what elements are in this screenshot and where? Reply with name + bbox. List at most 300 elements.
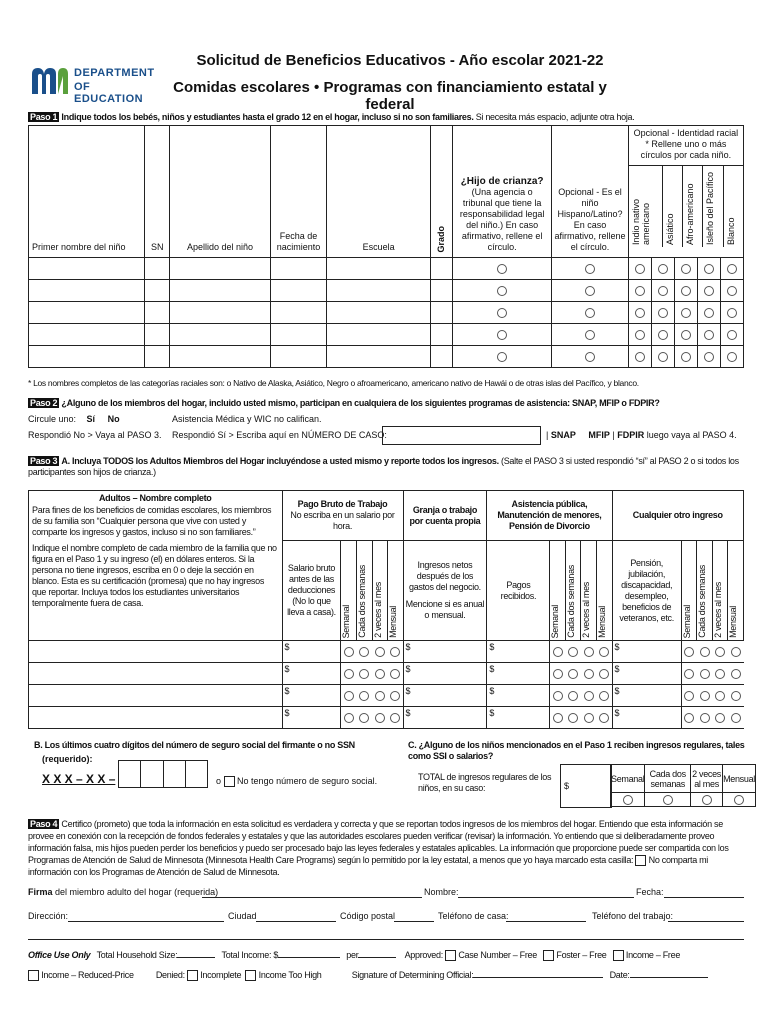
gross-freq-radio[interactable] <box>375 647 385 657</box>
race-radio[interactable] <box>635 308 645 318</box>
hispanic-radio[interactable] <box>585 264 595 274</box>
gross-sub: No escriba en un salario por hora. <box>290 510 395 531</box>
foster-radio[interactable] <box>497 308 507 318</box>
other-freq-radio[interactable] <box>715 691 725 701</box>
step3c-title: C. ¿Alguno de los niños mencionados en el Paso 1 reciben ingresos regulares, tales como SSI o salarios? <box>408 740 745 761</box>
other-freq-cell <box>681 685 697 707</box>
office-title: Office Use Only <box>28 950 91 960</box>
hispanic-radio[interactable] <box>585 330 595 340</box>
child-grade-input[interactable] <box>430 324 452 346</box>
optout-checkbox[interactable] <box>635 855 646 866</box>
child-freq-monthly-radio[interactable] <box>734 795 744 805</box>
child-row <box>29 324 744 346</box>
tel-casa-label: Teléfono de casa: <box>438 911 509 921</box>
race-title: Opcional - Identidad racial * Rellene uno o más círculos por cada niño. <box>633 128 739 160</box>
foster-cell <box>452 324 551 346</box>
gross-freq-radio[interactable] <box>344 691 354 701</box>
public-freq-cell <box>597 663 613 685</box>
race-cell <box>674 346 697 368</box>
office-date-line[interactable] <box>630 977 708 978</box>
public-freq-cell <box>550 685 566 707</box>
race-radio[interactable] <box>704 264 714 274</box>
other-freq-radio[interactable] <box>700 669 710 679</box>
race-cell <box>674 258 697 280</box>
too-high-label: Income Too High <box>258 970 322 980</box>
other-freq-cell <box>712 641 728 663</box>
step3b-title: B. Los últimos cuatro dígitos del número de seguro social del firmante o no SSN <box>34 740 355 750</box>
public-freq-radio[interactable] <box>584 647 594 657</box>
gross-amount-input[interactable] <box>282 685 341 707</box>
mfip-option[interactable]: MFIP <box>588 430 610 440</box>
col-hispanic: Opcional - Es el niño Hispano/Latino? En caso afirmativo, rellene el círculo. <box>552 126 628 258</box>
public-amount-input[interactable] <box>487 641 550 663</box>
gross-freq-radio[interactable] <box>359 647 369 657</box>
gross-freq-twice: 2 veces al mes <box>372 582 383 638</box>
public-freq-cell <box>597 707 613 729</box>
child-income-input[interactable] <box>560 764 612 808</box>
other-freq-weekly: Semanal <box>681 604 692 638</box>
signature-line[interactable] <box>202 897 422 898</box>
office-divider <box>28 939 744 940</box>
race-cell <box>651 302 674 324</box>
dollar-sign: $ <box>489 664 495 674</box>
child-school-input[interactable] <box>327 324 431 346</box>
foster-checkbox[interactable] <box>543 950 554 961</box>
other-freq-radio[interactable] <box>684 647 694 657</box>
office-income-line[interactable] <box>278 957 340 958</box>
other-amount-input[interactable] <box>612 663 681 685</box>
step4-certification: Certifico (prometo) que toda la información en esta solicitud es verdadera y correcta y que se reportan todos ingresos de los miembros del hogar. Entiendo que esta información se provee en conexión con la recepción de fondos federales y estatales y que las autoridades escolares pueden verificar (revisar) la información. Yo entiendo que si deliberadamente proveo información falsa, mis hijos pueden perder los beneficios y puedo ser procesado bajo las leyes federales y estatales aplicables. La información que proporcione puede ser compartida con los Programas de Atención de Salud de Minnesota (Minnesota Health Care Programs) según lo permitido por la ley estatal, a menos que yo haya marcado esta casilla: <box>28 819 729 865</box>
step2-note: Asistencia Médica y WIC no califican. <box>172 414 322 424</box>
race-radio[interactable] <box>658 330 668 340</box>
gross-freq-radio[interactable] <box>375 669 385 679</box>
public-amount-input[interactable] <box>487 663 550 685</box>
income-reduced-label: Income – Reduced-Price <box>41 970 134 980</box>
child-last-name-input[interactable] <box>170 324 270 346</box>
dollar-sign: $ <box>405 708 411 718</box>
other-freq-radio[interactable] <box>731 647 741 657</box>
public-freq-radio[interactable] <box>568 691 578 701</box>
col-first-name: Primer nombre del niño <box>29 126 145 258</box>
public-freq-cell <box>581 663 597 685</box>
child-grade-input[interactable] <box>430 258 452 280</box>
other-freq-radio[interactable] <box>700 647 710 657</box>
income-free-checkbox[interactable] <box>613 950 624 961</box>
dollar-sign: $ <box>489 642 495 652</box>
child-dob-input[interactable] <box>270 346 327 368</box>
child-freq-monthly: Mensual <box>723 765 756 793</box>
child-row <box>29 280 744 302</box>
public-freq-radio[interactable] <box>599 669 609 679</box>
race-cell <box>651 280 674 302</box>
case-number-checkbox[interactable] <box>445 950 456 961</box>
snap-option[interactable]: SNAP <box>550 430 576 440</box>
child-income-dollar: $ <box>564 781 570 791</box>
hispanic-radio[interactable] <box>585 308 595 318</box>
page-subtitle: Comidas escolares • Programas con financiamiento estatal y federal <box>173 79 607 113</box>
public-freq-cell <box>550 707 566 729</box>
dollar-sign: $ <box>614 708 620 718</box>
other-freq-radio[interactable] <box>731 669 741 679</box>
too-high-checkbox[interactable] <box>245 970 256 981</box>
adult-name-input[interactable] <box>29 663 283 685</box>
race-cell <box>628 302 651 324</box>
race-native: Indio nativo americano <box>630 198 651 245</box>
other-freq-cell <box>697 707 713 729</box>
race-radio[interactable] <box>658 264 668 274</box>
child-freq-weekly: Semanal <box>611 765 645 793</box>
other-freq-radio[interactable] <box>731 691 741 701</box>
gross-freq-cell <box>372 685 388 707</box>
race-radio[interactable] <box>635 352 645 362</box>
hispanic-radio[interactable] <box>585 286 595 296</box>
step3c-total: TOTAL de ingresos regulares de los niños, en su caso: <box>418 772 552 793</box>
public-freq-radio[interactable] <box>553 691 563 701</box>
dollar-sign: $ <box>614 664 620 674</box>
foster-text: (Una agencia o tribunal que tiene la responsabilidad legal del niño.) En caso afirmativo, rellene el círculo. <box>459 187 545 252</box>
child-school-input[interactable] <box>327 302 431 324</box>
public-freq-radio[interactable] <box>584 691 594 701</box>
circle-one <box>28 414 120 425</box>
race-cell <box>697 346 720 368</box>
public-freq-radio[interactable] <box>584 713 594 723</box>
office-per-line[interactable] <box>358 957 396 958</box>
foster-title: ¿Hijo de crianza? <box>460 176 544 187</box>
adult-name-input[interactable] <box>29 707 283 729</box>
child-freq-twice-radio[interactable] <box>702 795 712 805</box>
race-radio[interactable] <box>681 308 691 318</box>
race-cell <box>674 324 697 346</box>
other-amount-input[interactable] <box>612 685 681 707</box>
gross-freq-radio[interactable] <box>344 713 354 723</box>
race-radio[interactable] <box>658 286 668 296</box>
gross-freq-radio[interactable] <box>344 669 354 679</box>
col-last-name: Apellido del niño <box>170 126 270 258</box>
step2-goto: luego vaya al PASO 4. <box>646 430 737 440</box>
gross-freq-radio[interactable] <box>390 713 400 723</box>
other-freq-radio[interactable] <box>684 669 694 679</box>
child-sn-input[interactable] <box>145 280 170 302</box>
ssn-input[interactable] <box>118 760 208 788</box>
public-freq-radio[interactable] <box>568 713 578 723</box>
farm-amount-input[interactable] <box>403 707 487 729</box>
other-freq-radio[interactable] <box>715 669 725 679</box>
foster-radio[interactable] <box>497 352 507 362</box>
tel-trabajo-line[interactable] <box>668 921 744 922</box>
incomplete-label: Incomplete <box>200 970 242 980</box>
step2-question <box>28 398 748 409</box>
child-first-name-input[interactable] <box>29 324 145 346</box>
step2-si-option[interactable]: Sí <box>86 414 96 424</box>
tel-casa-line[interactable] <box>506 921 586 922</box>
dollar-sign: $ <box>489 686 495 696</box>
ssn-mask: X X X – X X – <box>42 772 116 786</box>
child-grade-input[interactable] <box>430 280 452 302</box>
gross-freq-radio[interactable] <box>390 691 400 701</box>
child-dob-input[interactable] <box>270 324 327 346</box>
gross-freq-radio[interactable] <box>390 669 400 679</box>
child-school-input[interactable] <box>327 280 431 302</box>
child-school-input[interactable] <box>327 258 431 280</box>
gross-freq-cell <box>356 685 372 707</box>
public-freq-biweekly: Cada dos semanas <box>565 565 576 638</box>
race-radio[interactable] <box>704 286 714 296</box>
farm-note: Mencione si es anual o mensual. <box>405 599 485 620</box>
col-dob: Fecha de nacimiento <box>270 126 327 258</box>
adult-name-input[interactable] <box>29 685 283 707</box>
gross-freq-radio[interactable] <box>359 669 369 679</box>
public-freq-radio[interactable] <box>599 713 609 723</box>
step2-answered-no: Respondió No > Vaya al PASO 3. <box>28 430 162 440</box>
race-radio[interactable] <box>704 352 714 362</box>
child-freq-weekly-radio[interactable] <box>623 795 633 805</box>
child-dob-input[interactable] <box>270 302 327 324</box>
child-sn-input[interactable] <box>145 324 170 346</box>
gross-freq-cell <box>356 707 372 729</box>
child-last-name-input[interactable] <box>170 346 270 368</box>
case-number-input[interactable] <box>382 426 541 445</box>
gross-freq-monthly: Mensual <box>388 606 399 638</box>
child-first-name-input[interactable] <box>29 280 145 302</box>
col-grade-label: Grado <box>436 226 447 253</box>
other-freq-radio[interactable] <box>700 713 710 723</box>
dollar-sign: $ <box>284 686 290 696</box>
other-freq-cell <box>697 663 713 685</box>
child-row <box>29 302 744 324</box>
dollar-sign: $ <box>284 708 290 718</box>
step2-no-option[interactable]: No <box>107 414 120 424</box>
public-detail: Pagos recibidos. <box>487 541 550 641</box>
child-sn-input[interactable] <box>145 302 170 324</box>
public-freq-radio[interactable] <box>553 713 563 723</box>
public-amount-input[interactable] <box>487 685 550 707</box>
race-cell <box>651 324 674 346</box>
foster-radio[interactable] <box>497 264 507 274</box>
step1-instruction-bold: Indique todos los bebés, niños y estudiantes hasta el grado 12 en el hogar, incluso si no son familiares. <box>61 112 474 122</box>
child-first-name-input[interactable] <box>29 346 145 368</box>
race-radio[interactable] <box>635 286 645 296</box>
step2-answered-si: Respondió Sí > Escriba aquí en NÚMERO DE CASO: <box>172 430 387 440</box>
race-cell <box>651 346 674 368</box>
nombre-line[interactable] <box>458 897 634 898</box>
race-cell <box>674 280 697 302</box>
child-first-name-input[interactable] <box>29 302 145 324</box>
gross-freq-radio[interactable] <box>344 647 354 657</box>
logo-line1: DEPARTMENT <box>74 67 155 79</box>
child-last-name-input[interactable] <box>170 258 270 280</box>
race-radio[interactable] <box>727 286 737 296</box>
firma-bold: Firma <box>28 887 53 897</box>
foster-cell <box>452 280 551 302</box>
race-cell <box>720 302 743 324</box>
other-freq-biweekly: Cada dos semanas <box>697 565 708 638</box>
other-freq-cell <box>697 641 713 663</box>
gross-freq-radio[interactable] <box>375 713 385 723</box>
foster-radio[interactable] <box>497 286 507 296</box>
step4-text <box>28 818 744 878</box>
office-signature-line[interactable] <box>473 977 603 978</box>
no-ssn-checkbox[interactable] <box>224 776 235 787</box>
step3-label: Paso 3 <box>30 456 58 466</box>
other-freq-radio[interactable] <box>700 691 710 701</box>
child-school-input[interactable] <box>327 346 431 368</box>
race-radio[interactable] <box>658 352 668 362</box>
race-radio[interactable] <box>681 264 691 274</box>
foster-radio[interactable] <box>497 330 507 340</box>
incomplete-checkbox[interactable] <box>187 970 198 981</box>
race-radio[interactable] <box>704 308 714 318</box>
race-cell <box>720 324 743 346</box>
farm-amount-input[interactable] <box>403 663 487 685</box>
gross-freq-radio[interactable] <box>375 691 385 701</box>
gross-amount-input[interactable] <box>282 641 341 663</box>
adult-name-input[interactable] <box>29 641 283 663</box>
page-title: Solicitud de Beneficios Educativos - Año escolar 2021-22 <box>196 52 604 69</box>
other-freq-cell <box>681 663 697 685</box>
other-freq-radio[interactable] <box>731 713 741 723</box>
farm-header: Granja o trabajo por cuenta propia <box>403 491 487 541</box>
other-freq-cell <box>728 663 744 685</box>
race-cell <box>651 258 674 280</box>
col-foster <box>452 126 551 258</box>
other-detail: Pensión, jubilación, discapacidad, desempleo, beneficios de veteranos, etc. <box>612 541 681 641</box>
public-freq-cell <box>550 641 566 663</box>
child-last-name-input[interactable] <box>170 302 270 324</box>
dollar-sign: $ <box>405 686 411 696</box>
hispanic-radio[interactable] <box>585 352 595 362</box>
step1-instruction <box>28 112 748 123</box>
public-freq-radio[interactable] <box>553 669 563 679</box>
office-row1 <box>28 950 680 961</box>
gross-freq-cell <box>341 663 357 685</box>
gross-amount-input[interactable] <box>282 663 341 685</box>
fdpir-option[interactable]: FDPIR <box>617 430 645 440</box>
office-approved: Approved: <box>404 950 443 960</box>
public-freq-twice: 2 veces al mes <box>581 582 592 638</box>
public-freq-cell <box>581 641 597 663</box>
child-grade-input[interactable] <box>430 346 452 368</box>
dollar-sign: $ <box>614 686 620 696</box>
public-freq-radio[interactable] <box>599 647 609 657</box>
other-header: Cualquier otro ingreso <box>612 491 743 541</box>
office-total-size: Total Household Size: <box>96 950 178 960</box>
dollar-sign: $ <box>284 642 290 652</box>
gross-freq-radio[interactable] <box>359 713 369 723</box>
race-radio[interactable] <box>635 330 645 340</box>
public-freq-radio[interactable] <box>599 691 609 701</box>
ciudad-line[interactable] <box>256 921 336 922</box>
child-first-name-input[interactable] <box>29 258 145 280</box>
direccion-line[interactable] <box>68 921 224 922</box>
child-last-name-input[interactable] <box>170 280 270 302</box>
gross-freq-radio[interactable] <box>359 691 369 701</box>
other-amount-input[interactable] <box>612 641 681 663</box>
gross-freq-radio[interactable] <box>390 647 400 657</box>
race-radio[interactable] <box>681 330 691 340</box>
step3-instruction-bold: A. Incluya TODOS los Adultos Miembros del Hogar incluyéndose a usted mismo y reporte todos los ingresos. <box>61 456 499 466</box>
race-cell <box>697 302 720 324</box>
adult-row <box>29 663 744 685</box>
farm-amount-input[interactable] <box>403 641 487 663</box>
step2-question-text: ¿Alguno de los miembros del hogar, incluido usted mismo, participan en cualquiera de los siguientes programas de asistencia: SNAP, MFIP o FDPIR? <box>61 398 660 408</box>
adult-row <box>29 707 744 729</box>
farm-amount-input[interactable] <box>403 685 487 707</box>
codigo-line[interactable] <box>394 921 434 922</box>
child-dob-input[interactable] <box>270 280 327 302</box>
logo-line2: OF EDUCATION <box>74 81 144 105</box>
income-reduced-checkbox[interactable] <box>28 970 39 981</box>
other-freq-cell <box>712 685 728 707</box>
public-amount-input[interactable] <box>487 707 550 729</box>
gross-detail: Salario bruto antes de las deducciones (No lo que lleva a casa). <box>282 541 341 641</box>
optout-label: No comparta mi información con los Programas de Atención de Salud de Minnesota. <box>28 855 708 878</box>
adults-title: Adultos – Nombre completo <box>98 493 212 503</box>
step1-instruction-text: Si necesita más espacio, adjunte otra hoja. <box>473 112 635 122</box>
race-radio[interactable] <box>681 352 691 362</box>
public-freq-radio[interactable] <box>568 669 578 679</box>
dollar-sign: $ <box>284 664 290 674</box>
public-freq-radio[interactable] <box>568 647 578 657</box>
children-table <box>28 125 744 368</box>
race-radio[interactable] <box>727 308 737 318</box>
race-radio[interactable] <box>658 308 668 318</box>
race-radio[interactable] <box>635 264 645 274</box>
program-list: | SNAP MFIP | FDPIR luego vaya al PASO 4. <box>546 430 737 440</box>
race-radio[interactable] <box>681 286 691 296</box>
office-size-line[interactable] <box>177 957 215 958</box>
step3b-required: (requerido): <box>42 754 93 764</box>
public-freq-radio[interactable] <box>553 647 563 657</box>
dollar-sign: $ <box>405 664 411 674</box>
dollar-sign: $ <box>614 642 620 652</box>
child-grade-input[interactable] <box>430 302 452 324</box>
tel-trabajo-label: Teléfono del trabajo: <box>592 911 674 921</box>
other-freq-radio[interactable] <box>715 713 725 723</box>
other-freq-radio[interactable] <box>715 647 725 657</box>
child-dob-input[interactable] <box>270 258 327 280</box>
race-radio[interactable] <box>727 330 737 340</box>
gross-freq-cell <box>388 707 404 729</box>
other-amount-input[interactable] <box>612 707 681 729</box>
dollar-sign: $ <box>489 708 495 718</box>
public-freq-radio[interactable] <box>584 669 594 679</box>
gross-freq-weekly: Semanal <box>341 604 352 638</box>
fecha-line[interactable] <box>664 897 744 898</box>
no-ssn-row <box>216 776 377 787</box>
race-radio[interactable] <box>727 264 737 274</box>
child-freq-biweekly-radio[interactable] <box>663 795 673 805</box>
gross-amount-input[interactable] <box>282 707 341 729</box>
adult-row <box>29 641 744 663</box>
col-race <box>628 126 743 258</box>
race-radio[interactable] <box>727 352 737 362</box>
race-cell <box>697 258 720 280</box>
child-sn-input[interactable] <box>145 258 170 280</box>
other-freq-cell <box>728 707 744 729</box>
race-radio[interactable] <box>704 330 714 340</box>
office-date: Date: <box>609 970 630 980</box>
child-sn-input[interactable] <box>145 346 170 368</box>
gross-freq-cell <box>372 707 388 729</box>
firma-label: del miembro adulto del hogar (requerida) <box>52 887 219 897</box>
gross-freq-cell <box>356 663 372 685</box>
public-header: Asistencia pública, Manutención de menores, Pensión de Divorcio <box>487 491 612 541</box>
race-cell <box>720 258 743 280</box>
other-freq-radio[interactable] <box>684 691 694 701</box>
codigo-label: Código postal <box>340 911 396 921</box>
public-freq-cell <box>565 685 581 707</box>
other-freq-radio[interactable] <box>684 713 694 723</box>
